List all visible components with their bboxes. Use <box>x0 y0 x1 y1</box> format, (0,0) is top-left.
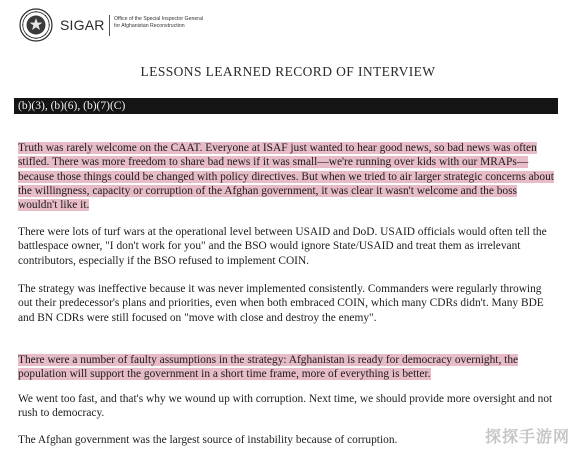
redaction-exemption-codes: (b)(3), (b)(6), (b)(7)(C) <box>18 100 126 112</box>
paragraph-2-text: There were lots of turf wars at the operational level between USAID and DoD. USAID officials would often tell the battlespace owner, "I don't work for you" and the BSO would ignore State/USAID and treat them as irrelevant contributors, especially if the BSO refused to implement COIN. <box>18 226 547 267</box>
document-title: LESSONS LEARNED RECORD OF INTERVIEW <box>140 64 436 79</box>
paragraph-5 <box>18 392 558 421</box>
paragraph-6-text: The Afghan government was the largest source of instability because of corruption. <box>18 434 398 446</box>
header-divider <box>109 15 110 36</box>
paragraph-3-text: The strategy was ineffective because it was never implemented consistently. Commanders were regularly throwing out their predecessor's plans and priorities, even when both embraced COIN, which many CDRs didn't. Many BDE and BN CDRs were still focused on "move with close and destroy the enemy". <box>18 283 544 324</box>
org-subtitle <box>114 16 203 29</box>
paragraph-4-text: There were a number of faulty assumptions in the strategy: Afghanistan is ready for democracy overnight, the population will support the government in a short time frame, more of everything is better. <box>18 354 519 381</box>
paragraph-4 <box>18 353 558 382</box>
org-name: SIGAR <box>60 17 105 33</box>
site-watermark: 探探手游网 <box>484 427 570 446</box>
org-subtitle-line2: for Afghanistan Reconstruction <box>114 22 185 29</box>
paragraph-2 <box>18 225 558 268</box>
paragraph-3 <box>18 282 558 325</box>
paragraph-5-text: We went too fast, and that's why we wound up with corruption. Next time, we should provide more oversight and not rush to democracy. <box>18 393 553 420</box>
sigar-seal-logo <box>19 8 53 42</box>
org-subtitle-line1: Office of the Special Inspector General <box>114 16 204 22</box>
paragraph-1 <box>18 141 558 212</box>
paragraph-6 <box>18 433 558 447</box>
paragraph-1-text: Truth was rarely welcome on the CAAT. Everyone at ISAF just wanted to hear good news, so bad news was often stifled. There was more freedom to share bad news if it was small—we're running over kids with our MRAPs—because those things could be changed with policy directives. But when we tried to air larger strategic concerns about the willingness, capacity or corruption of the Afghan government, it was clear it wasn't welcome and the boss wouldn't like it. <box>18 142 554 212</box>
